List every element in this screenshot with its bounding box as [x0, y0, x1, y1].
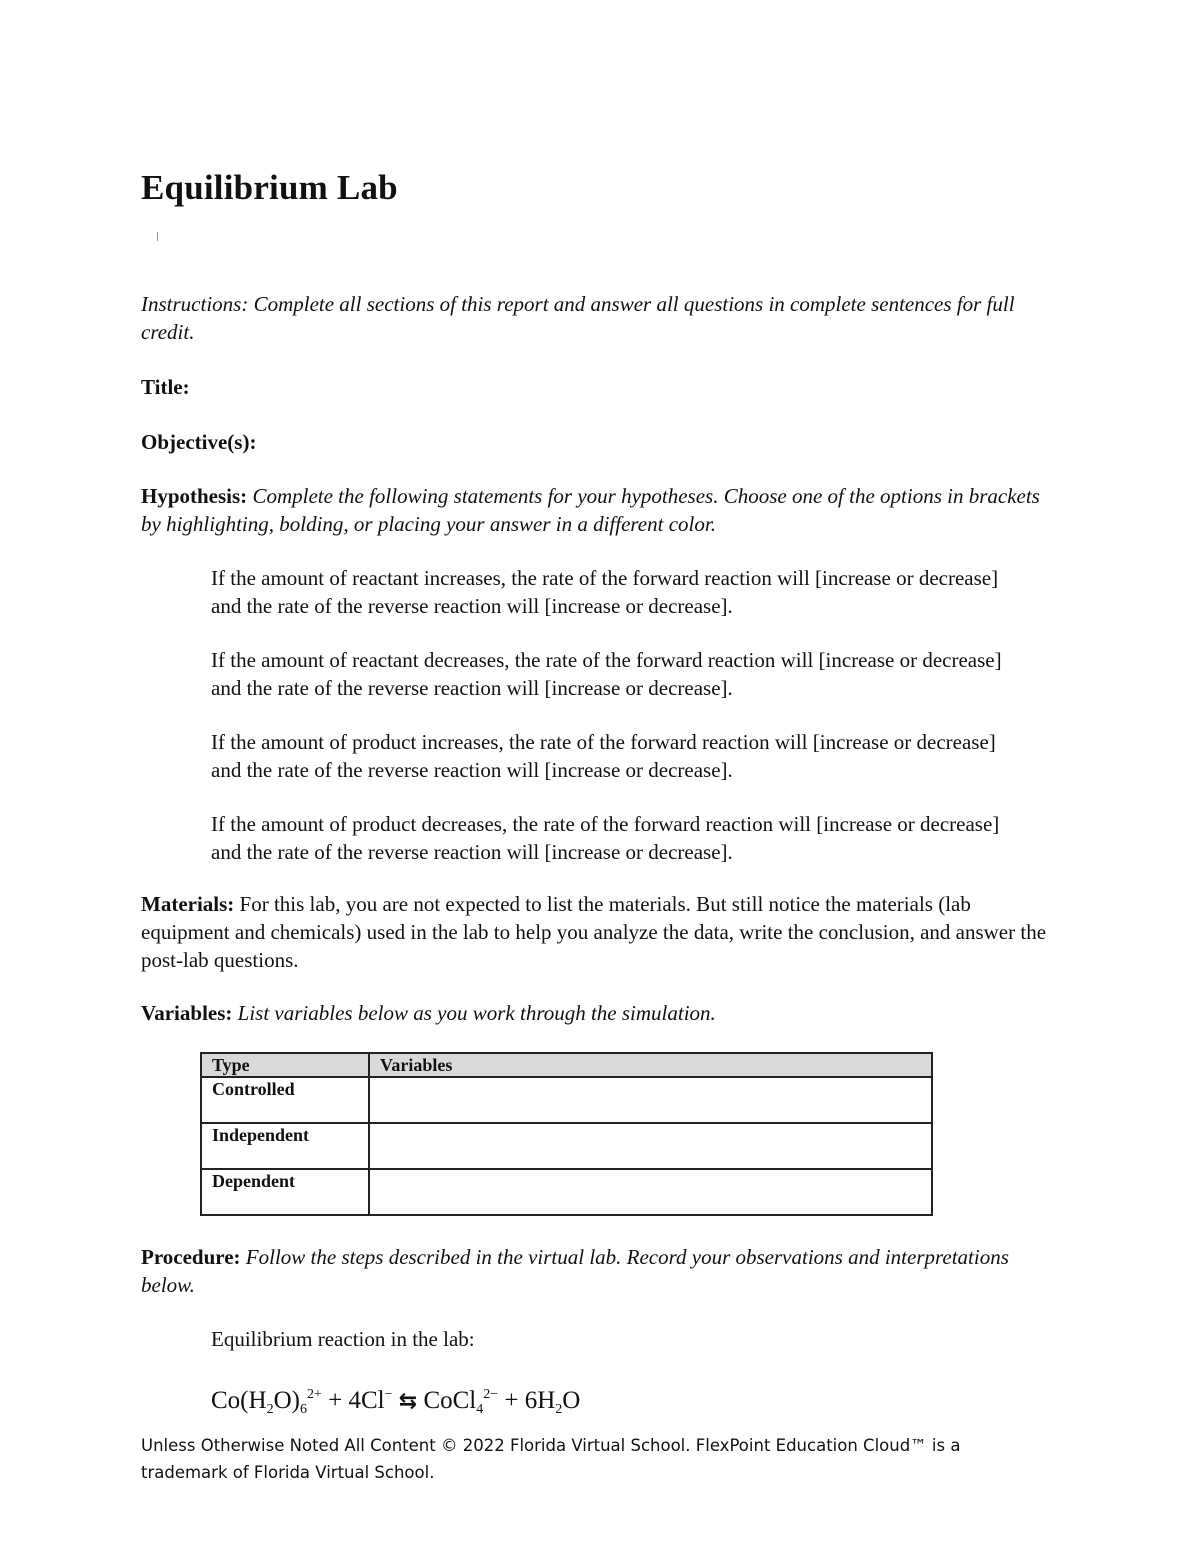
hypothesis-statement: If the amount of reactant decreases, the rate of the forward reaction will [increase or decrease] and the rate of the reverse reaction will [increase or decrease].	[211, 648, 1002, 700]
eq-charge: 2−	[483, 1387, 499, 1402]
variables-section	[141, 999, 1061, 1027]
title-label: Title:	[141, 375, 190, 399]
eq-subscript: 4	[476, 1402, 484, 1417]
chemical-equation	[211, 1378, 580, 1427]
column-header-variables: Variables	[369, 1053, 932, 1077]
column-header-type: Type	[201, 1053, 369, 1077]
copyright-footer: Unless Otherwise Noted All Content © 2022 Florida Virtual School. FlexPoint Education Cloud™ is a trademark of Florida Virtual School.	[141, 1436, 961, 1482]
eq-subscript: 2	[266, 1402, 274, 1417]
dependent-variables-cell[interactable]	[369, 1169, 932, 1215]
materials-section	[141, 890, 1061, 974]
procedure-instructions: Follow the steps described in the virtual lab. Record your observations and interpretations below.	[141, 1245, 1009, 1297]
hypothesis-statement: If the amount of product increases, the rate of the forward reaction will [increase or decrease] and the rate of the reverse reaction will [increase or decrease].	[211, 730, 996, 782]
hypothesis-section	[141, 482, 1061, 538]
eq-reactant-1-mid: O)	[273, 1387, 300, 1414]
eq-subscript: 2	[555, 1402, 563, 1417]
materials-text: For this lab, you are not expected to list the materials. But still notice the materials (lab equipment and chemicals) used in the lab to help you analyze the data, write the conclusion, and answer the post-lab questions.	[141, 892, 1047, 972]
row-type-dependent: Dependent	[201, 1169, 369, 1215]
hypothesis-statement: If the amount of reactant increases, the rate of the forward reaction will [increase or decrease] and the rate of the reverse reaction will [increase or decrease].	[211, 566, 999, 618]
table-row	[201, 1123, 932, 1169]
variables-instructions: List variables below as you work through the simulation.	[237, 1001, 716, 1025]
eq-reactant-1: Co(H	[211, 1387, 267, 1414]
instructions-text: Instructions: Complete all sections of this report and answer all questions in complete sentences for full credit.	[141, 292, 1015, 344]
page-title: Equilibrium Lab	[141, 168, 398, 207]
cursor-mark	[157, 232, 158, 241]
variables-table	[200, 1052, 933, 1216]
procedure-section	[141, 1243, 1061, 1299]
table-row	[201, 1077, 932, 1123]
reaction-intro: Equilibrium reaction in the lab:	[211, 1327, 475, 1351]
equilibrium-arrow-icon: ⇆	[398, 1389, 418, 1414]
eq-charge: −	[384, 1387, 393, 1402]
materials-label: Materials:	[141, 892, 235, 916]
eq-subscript: 6	[299, 1402, 307, 1417]
hypothesis-label: Hypothesis:	[141, 484, 248, 508]
objective-label: Objective(s):	[141, 430, 257, 454]
eq-product-1: CoCl	[423, 1387, 477, 1414]
controlled-variables-cell[interactable]	[369, 1077, 932, 1123]
procedure-label: Procedure:	[141, 1245, 241, 1269]
eq-product-2-end: O	[562, 1387, 581, 1414]
table-header-row	[201, 1053, 932, 1077]
independent-variables-cell[interactable]	[369, 1123, 932, 1169]
table-row	[201, 1169, 932, 1215]
hypothesis-statement: If the amount of product decreases, the rate of the forward reaction will [increase or decrease] and the rate of the reverse reaction will [increase or decrease].	[211, 812, 1000, 864]
eq-product-2: + 6H	[498, 1387, 556, 1414]
row-type-controlled: Controlled	[201, 1077, 369, 1123]
row-type-independent: Independent	[201, 1123, 369, 1169]
variables-label: Variables:	[141, 1001, 233, 1025]
eq-charge: 2+	[306, 1387, 322, 1402]
hypothesis-instructions: Complete the following statements for your hypotheses. Choose one of the options in brackets by highlighting, bolding, or placing your answer in a different color.	[141, 484, 1040, 536]
eq-reactant-2: + 4Cl	[321, 1387, 385, 1414]
